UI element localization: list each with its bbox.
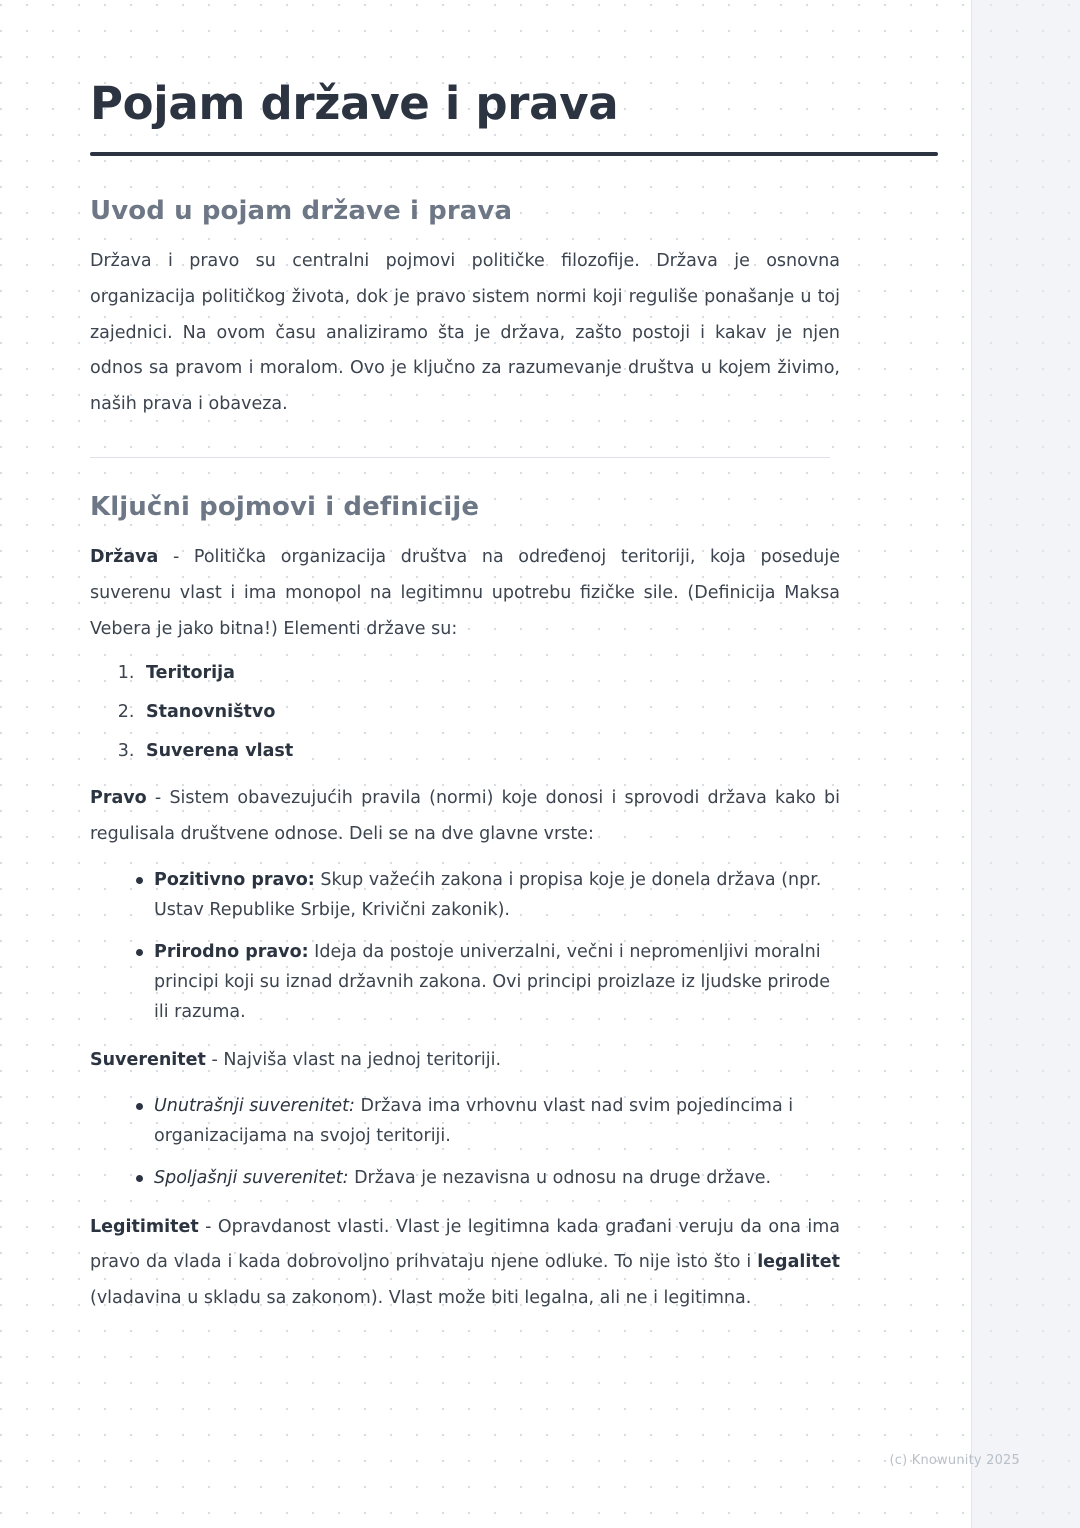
- term-pravo: Pravo: [90, 788, 147, 809]
- list-item: [136, 1091, 840, 1151]
- term-pravo-text: - Sistem obavezujućih pravila (normi) koje donosi i sprovodi država kako bi regulisala društvene odnose. Deli se na dve glavne vrste:: [90, 788, 840, 844]
- drzava-elements-list: [90, 660, 840, 765]
- definition-legitimitet: [90, 1210, 840, 1318]
- list-item: [136, 865, 840, 925]
- page-title: Pojam države i prava: [90, 77, 619, 130]
- type-text: Ideja da postoje univerzalni, večni i nepromenljivi moralni principi koji su iznad državnih zakona. Ovi principi proizlaze iz ljudske prirode ili razuma.: [154, 942, 830, 1023]
- element-label: Suverena vlast: [146, 741, 294, 761]
- section-heading-intro: Uvod u pojam države i prava: [90, 195, 513, 226]
- legitimitet-text-1: - Opravdanost vlasti. Vlast je legitimna kada građani veruju da ona ima pravo da vlada i kada dobrovoljno prihvataju njene odluke. To nije isto što i: [90, 1216, 840, 1273]
- term-legitimitet: Legitimitet: [90, 1216, 199, 1237]
- type-text: Skup važećih zakona i propisa koje je donela država (npr. Ustav Republike Srbije, Krivični zakonik).: [154, 869, 822, 920]
- list-item: [136, 937, 840, 1027]
- list-item: [136, 1163, 840, 1193]
- kind-label: Unutrašnji suverenitet:: [154, 1096, 355, 1117]
- term-drzava-text: - Politička organizacija društva na određenoj teritoriji, koja poseduje suverenu vlast i ima monopol na legitimnu upotrebu fizičke sile. (Definicija Maksa Vebera je jako bitna!) Elementi države su:: [90, 547, 840, 639]
- title-underline: [90, 152, 938, 156]
- pravo-types-list: [90, 865, 840, 1027]
- definition-suverenitet: [90, 1043, 840, 1079]
- section-divider: [90, 457, 830, 458]
- type-label: Prirodno pravo:: [154, 942, 309, 963]
- kind-text: Država ima vrhovnu vlast nad svim pojedincima i organizacijama na svojoj teritoriji.: [154, 1096, 794, 1147]
- list-item: [140, 699, 840, 726]
- legitimitet-text-2: (vladavina u skladu sa zakonom). Vlast može biti legalna, ali ne i legitimna.: [90, 1288, 752, 1309]
- term-suverenitet: Suverenitet: [90, 1050, 206, 1071]
- intro-paragraph: Država i pravo su centralni pojmovi političke filozofije. Država je osnovna organizacija političkog života, dok je pravo sistem normi koji reguliše ponašanje u toj zajednici. Na ovom času analiziramo šta je država, zašto postoji i kakav je njen odnos sa pravom i moralom. Ovo je ključno za razumevanje društva u kojem živimo, naših prava i obaveza.: [90, 250, 840, 415]
- section-heading-key-terms: Ključni pojmovi i definicije: [90, 492, 480, 523]
- suverenitet-kinds-list: [90, 1091, 840, 1193]
- element-label: Teritorija: [146, 662, 235, 683]
- list-item: [140, 738, 840, 765]
- definition-pravo: [90, 781, 840, 853]
- element-label: Stanovništvo: [146, 701, 276, 722]
- term-suverenitet-text: - Najviša vlast na jednoj teritoriji.: [205, 1050, 502, 1071]
- term-drzava: Država: [90, 547, 159, 568]
- page-right-margin: [971, 0, 1080, 1528]
- type-label: Pozitivno pravo:: [154, 869, 315, 890]
- watermark: (c) Knowunity 2025: [889, 1453, 1020, 1468]
- definition-drzava: [90, 540, 840, 648]
- document-content: [90, 78, 840, 1327]
- list-item: [140, 660, 840, 687]
- kind-text: Država je nezavisna u odnosu na druge države.: [348, 1168, 772, 1189]
- kind-label: Spoljašnji suverenitet:: [154, 1168, 349, 1189]
- legitimitet-inline-bold: legalitet: [757, 1252, 840, 1273]
